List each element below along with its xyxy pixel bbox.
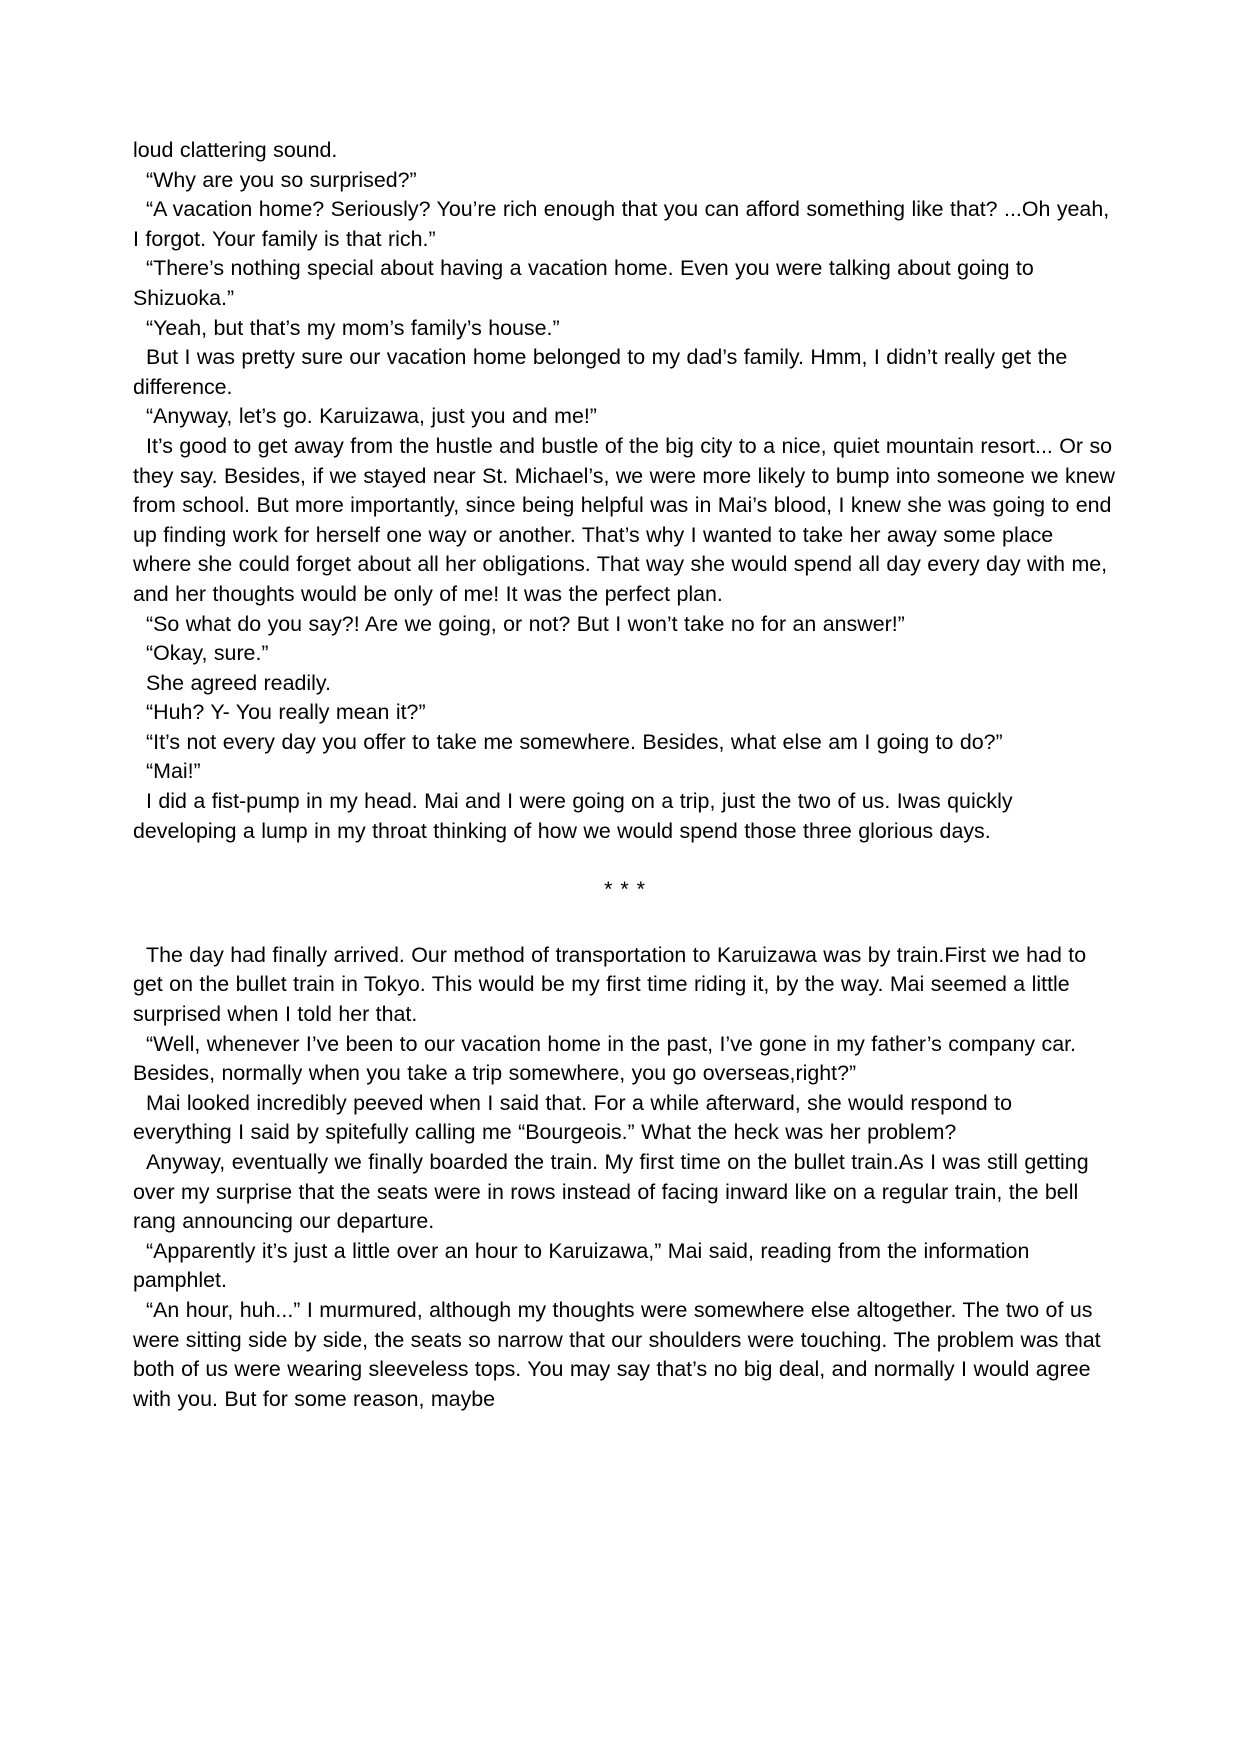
paragraph: “A vacation home? Seriously? You’re rich enough that you can afford something like that? ...Oh yeah, I forgot. Your family is that rich.”	[133, 197, 1110, 251]
paragraph: “It’s not every day you offer to take me somewhere. Besides, what else am I going to do?”	[146, 729, 1003, 754]
paragraph: “Anyway, let’s go. Karuizawa, just you and me!”	[146, 404, 597, 429]
paragraph: “There’s nothing special about having a vacation home. Even you were talking about going to Shizuoka.”	[133, 256, 1034, 310]
paragraph: “Why are you so surprised?”	[146, 167, 417, 192]
paragraph: “Apparently it’s just a little over an hour to Karuizawa,” Mai said, reading from the information pamphlet.	[133, 1238, 1030, 1293]
paragraph: Mai looked incredibly peeved when I said that. For a while afterward, she would respond to everything I said by spitefully calling me “Bourgeois.” What the heck was her problem?	[133, 1090, 1012, 1145]
paragraph: But I was pretty sure our vacation home belonged to my dad’s family. Hmm, I didn’t really get the difference.	[133, 345, 1068, 399]
paragraph: Anyway, eventually we finally boarded the train. My first time on the bullet train.As I was still getting over my surprise that the seats were in rows instead of facing inward like on a regular train, the bell rang announcing our departure.	[133, 1150, 1089, 1234]
paragraph: It’s good to get away from the hustle and bustle of the big city to a nice, quiet mountain resort... Or so they say. Besides, if we stayed near St. Michael’s, we were more likely to bump into someone we knew from school. But more importantly, since being helpful was in Mai’s blood, I knew she was going to end up finding work for herself one way or another. That’s why I wanted to take her away some place where she could forget about all her obligations. That way she would spend all day every day with me, and her thoughts would be only of me! It was the perfect plan.	[133, 433, 1115, 606]
paragraph: “Mai!”	[146, 759, 201, 784]
paragraph: “Huh? Y- You really mean it?”	[146, 700, 426, 725]
paragraph: loud clattering sound.	[133, 138, 338, 162]
paragraph: She agreed readily.	[146, 670, 331, 695]
paragraph: “Yeah, but that’s my mom’s family’s house.”	[146, 315, 560, 340]
paragraph: “Okay, sure.”	[146, 641, 269, 666]
paragraph: “An hour, huh...” I murmured, although my thoughts were somewhere else altogether. The two of us were sitting side by side, the seats so narrow that our shoulders were touching. The problem was that both of us were wearing sleeveless tops. You may say that’s no big deal, and normally I would agree with you. But for some reason, maybe	[133, 1297, 1101, 1411]
paragraph: I did a fist-pump in my head. Mai and I were going on a trip, just the two of us. Iwas quickly developing a lump in my throat thinking of how we would spend those three glorious days.	[133, 789, 1013, 843]
paragraph: “So what do you say?! Are we going, or not? But I won’t take no for an answer!”	[146, 611, 905, 636]
paragraph: The day had finally arrived. Our method of transportation to Karuizawa was by train.First we had to get on the bullet train in Tokyo. This would be my first time riding it, by the way. Mai seemed a little surprised when I told her that.	[133, 942, 1087, 1027]
text-block	[133, 136, 1117, 1414]
paragraph: “Well, whenever I’ve been to our vacation home in the past, I’ve gone in my father’s company car. Besides, normally when you take a trip somewhere, you go overseas,right?”	[133, 1031, 1076, 1086]
section-separator: * * *	[604, 877, 646, 902]
